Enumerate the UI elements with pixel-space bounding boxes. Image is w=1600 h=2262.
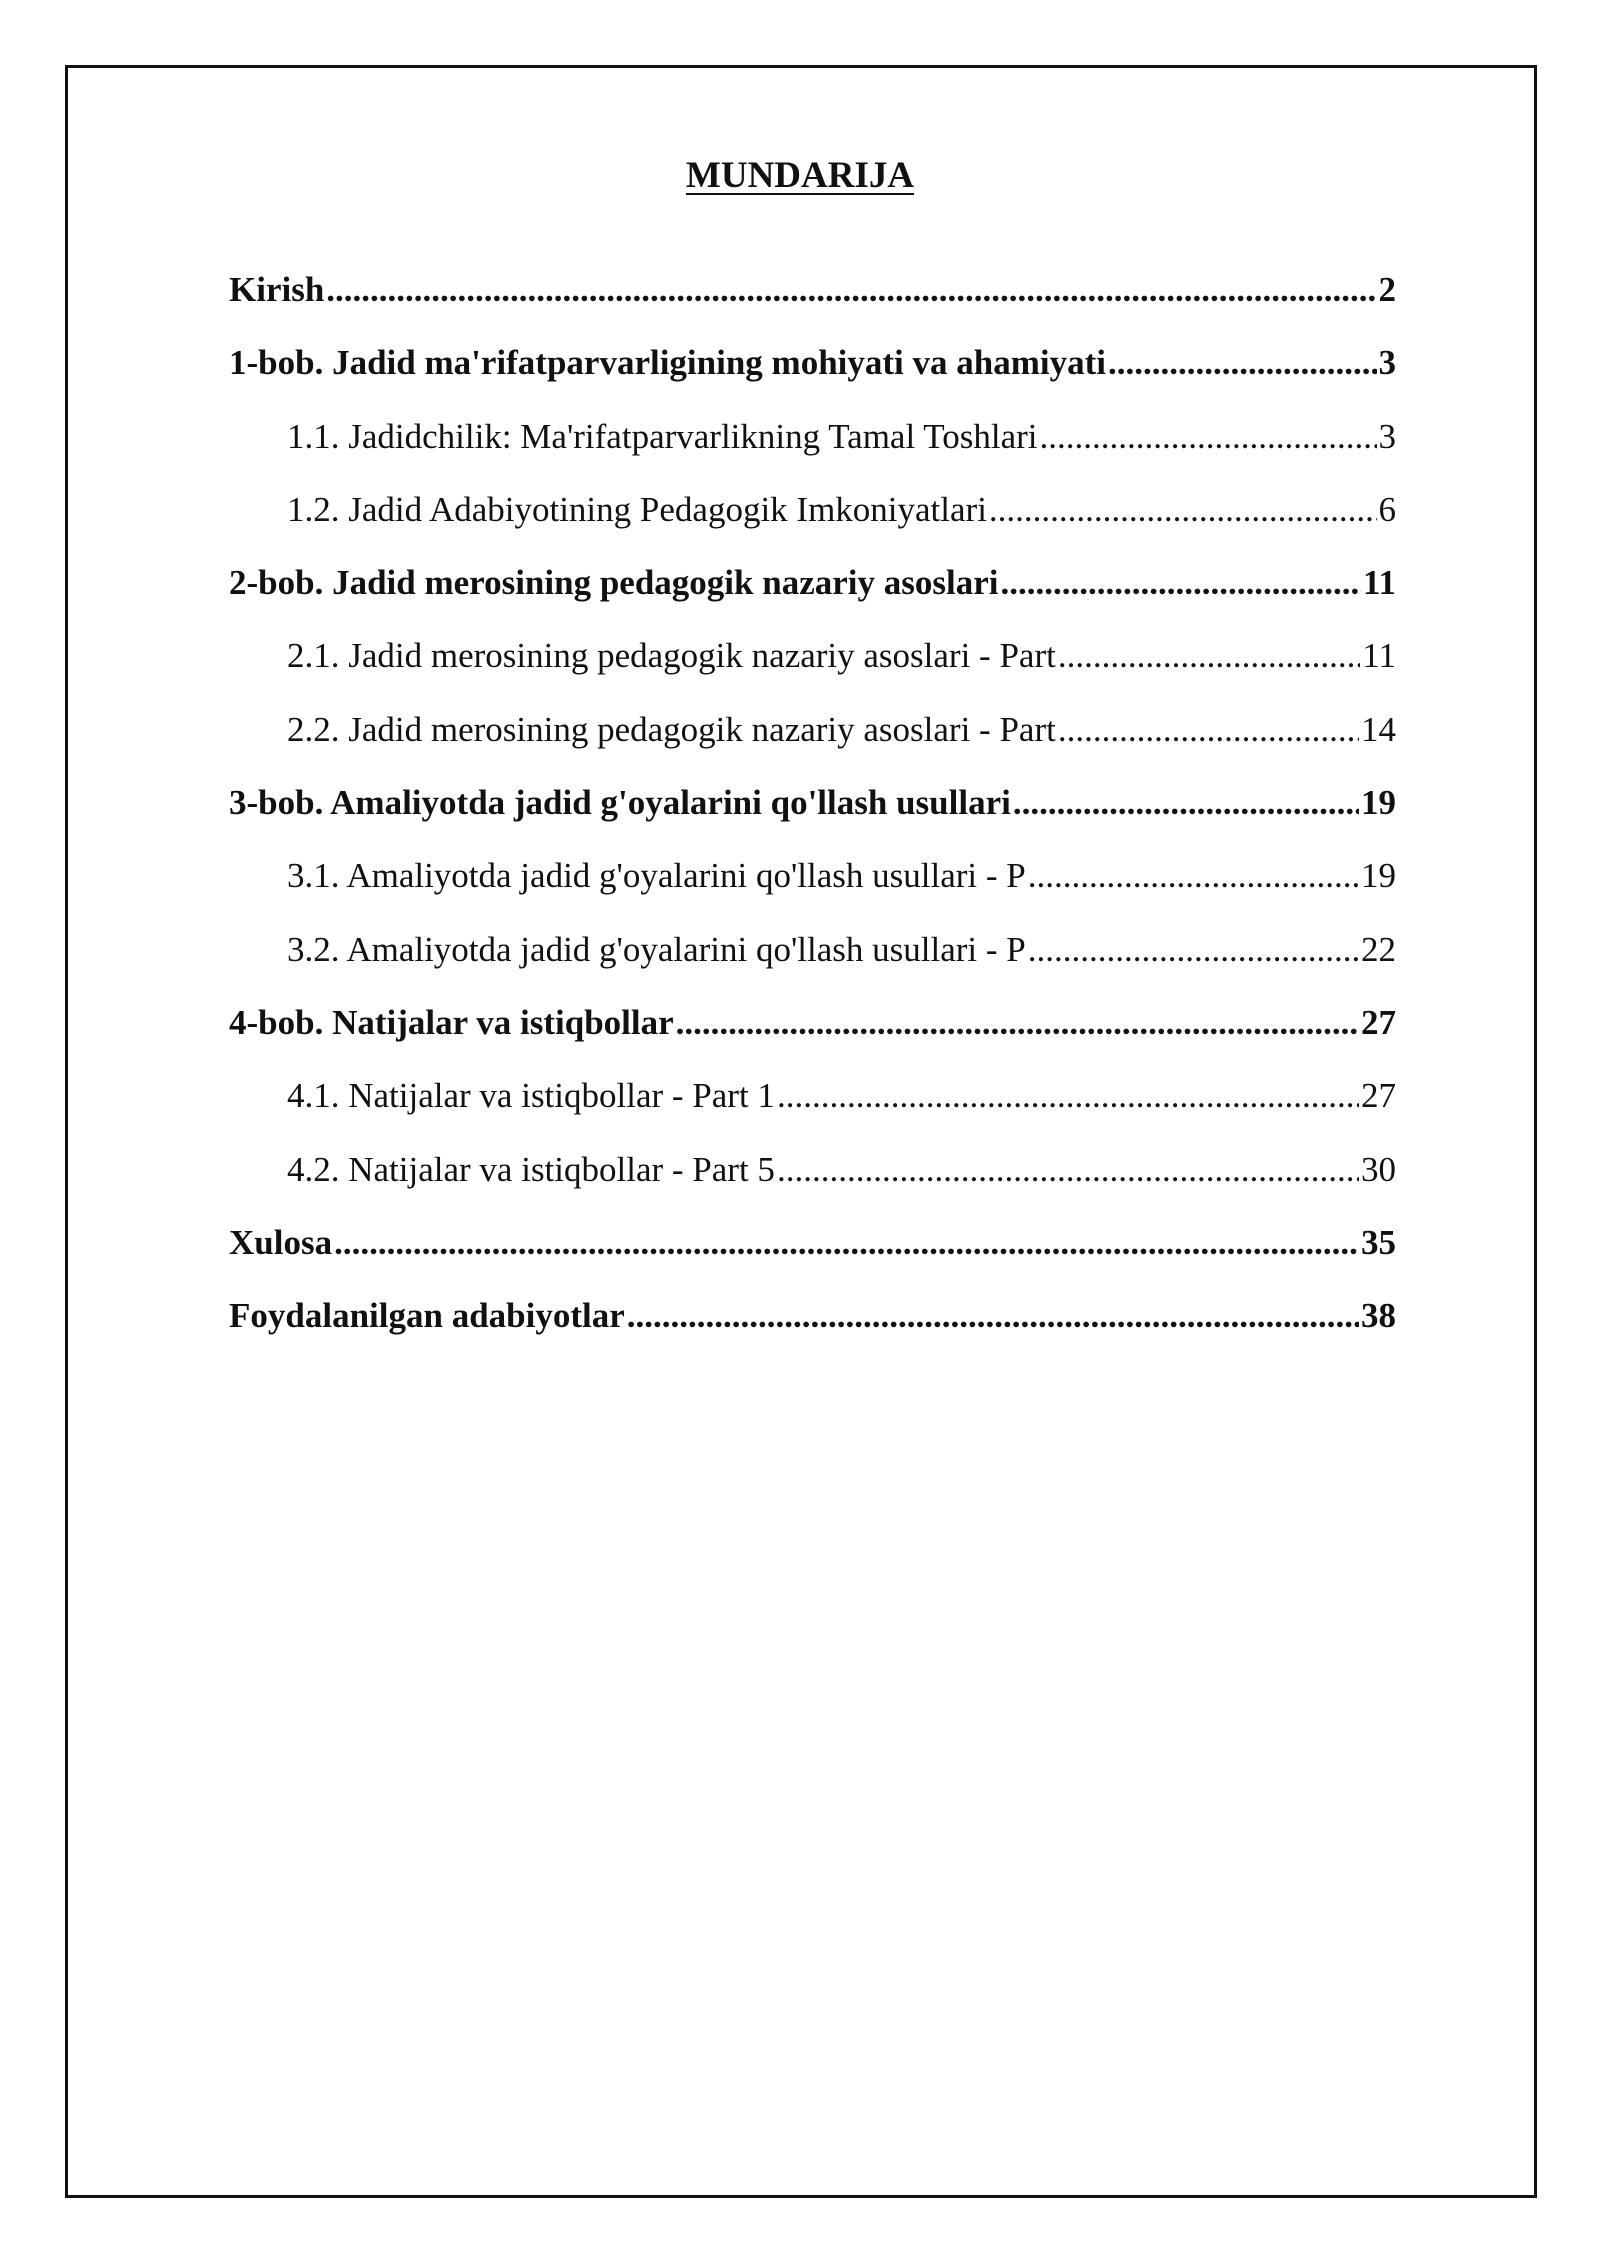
toc-dot-leader (1028, 850, 1359, 902)
table-of-contents (229, 264, 1396, 1363)
toc-section-entry[interactable] (229, 924, 1396, 997)
toc-dot-leader (627, 1290, 1359, 1342)
toc-section-entry[interactable] (229, 484, 1396, 557)
toc-entry-title: Foydalanilgan adabiyotlar (229, 1296, 625, 1336)
toc-dot-leader (1028, 924, 1359, 976)
toc-section-entry[interactable] (229, 1070, 1396, 1143)
toc-dot-leader (777, 1144, 1359, 1196)
toc-dot-leader (1058, 704, 1359, 756)
toc-page-number: 30 (1361, 1149, 1396, 1189)
toc-entry-title: 2.1. Jadid merosining pedagogik nazariy asoslari - Part (287, 636, 1056, 676)
toc-page-number: 11 (1362, 636, 1396, 676)
toc-entry-title: 1.2. Jadid Adabiyotining Pedagogik Imkoniyatlari (287, 489, 987, 529)
toc-page-number: 6 (1378, 489, 1396, 529)
toc-dot-leader (334, 1217, 1359, 1269)
toc-dot-leader (1000, 557, 1360, 609)
toc-entry-title: 1.1. Jadidchilik: Ma'rifatparvarlikning Tamal Toshlari (287, 416, 1038, 456)
toc-section-entry[interactable] (229, 1144, 1396, 1217)
toc-dot-leader (989, 484, 1377, 536)
toc-entry-title: 3.1. Amaliyotda jadid g'oyalarini qo'llash usullari - P (287, 856, 1026, 896)
toc-chapter-entry[interactable] (229, 337, 1396, 410)
toc-dot-leader (1040, 411, 1377, 463)
toc-page-number: 27 (1361, 1076, 1396, 1116)
toc-entry-title: 4.2. Natijalar va istiqbollar - Part 5 (287, 1149, 775, 1189)
toc-page-number: 11 (1362, 563, 1396, 603)
page-title: MUNDARIJA (685, 155, 915, 196)
toc-entry-title: Kirish (229, 270, 325, 309)
toc-page-number: 14 (1361, 709, 1396, 749)
toc-dot-leader (1058, 630, 1360, 682)
toc-entry-title: 1-bob. Jadid ma'rifatparvarligining mohiyati va ahamiyati (229, 343, 1106, 383)
toc-dot-leader (777, 1070, 1359, 1122)
toc-entry-title: 2.2. Jadid merosining pedagogik nazariy asoslari - Part (287, 709, 1056, 749)
toc-page-number: 2 (1378, 270, 1396, 309)
toc-page-number: 38 (1361, 1296, 1396, 1336)
toc-entry-title: 4.1. Natijalar va istiqbollar - Part 1 (287, 1076, 775, 1116)
toc-page-number: 19 (1361, 783, 1396, 823)
toc-dot-leader (676, 997, 1359, 1049)
toc-section-entry[interactable] (229, 411, 1396, 484)
toc-page-number: 19 (1361, 856, 1396, 896)
toc-dot-leader (326, 264, 1376, 316)
toc-chapter-entry[interactable] (229, 264, 1396, 337)
toc-entry-title: 4-bob. Natijalar va istiqbollar (229, 1002, 674, 1042)
toc-section-entry[interactable] (229, 704, 1396, 777)
toc-chapter-entry[interactable] (229, 777, 1396, 850)
toc-page-number: 27 (1361, 1002, 1396, 1042)
toc-page-number: 3 (1378, 416, 1396, 456)
toc-chapter-entry[interactable] (229, 1217, 1396, 1290)
toc-page-number: 3 (1378, 343, 1396, 383)
toc-entry-title: 2-bob. Jadid merosining pedagogik nazariy asoslari (229, 563, 999, 603)
toc-chapter-entry[interactable] (229, 997, 1396, 1070)
toc-chapter-entry[interactable] (229, 557, 1396, 630)
toc-section-entry[interactable] (229, 850, 1396, 923)
toc-entry-title: 3-bob. Amaliyotda jadid g'oyalarini qo'llash usullari (229, 783, 1011, 823)
toc-page-number: 22 (1361, 929, 1396, 969)
toc-section-entry[interactable] (229, 630, 1396, 703)
toc-entry-title: 3.2. Amaliyotda jadid g'oyalarini qo'llash usullari - P (287, 929, 1026, 969)
toc-dot-leader (1108, 337, 1377, 389)
toc-dot-leader (1013, 777, 1359, 829)
toc-chapter-entry[interactable] (229, 1290, 1396, 1363)
toc-page-number: 35 (1361, 1222, 1396, 1262)
toc-entry-title: Xulosa (229, 1222, 333, 1262)
